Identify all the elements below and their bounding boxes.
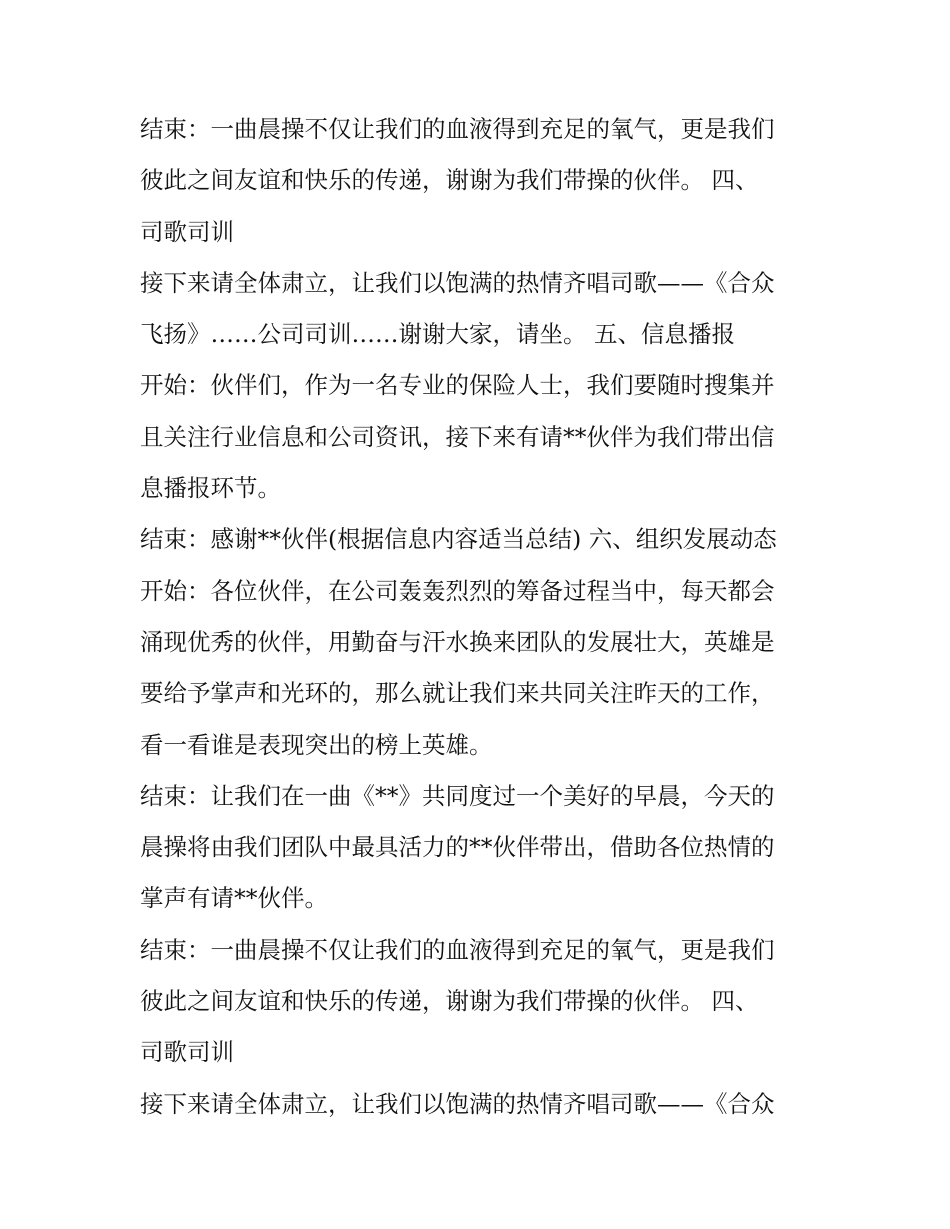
text-line: 结束：一曲晨操不仅让我们的血液得到充足的氧气，更是我们 [140, 115, 775, 143]
text-line: 涌现优秀的伙伴，用勤奋与汗水换来团队的发展壮大，英雄是 [140, 627, 775, 656]
text-line: 司歌司训 [140, 217, 234, 246]
text-line: 司歌司训 [140, 1038, 234, 1067]
text-line: 彼此之间友谊和快乐的传递，谢谢为我们带操的伙伴。 四、 [140, 166, 759, 195]
text-line: 看一看谁是表现突出的榜上英雄。 [140, 730, 493, 759]
text-line: 彼此之间友谊和快乐的传递，谢谢为我们带操的伙伴。 四、 [140, 987, 759, 1016]
text-line: 晨操将由我们团队中最具活力的**伙伴带出，借助各位热情的 [140, 833, 775, 862]
text-line: 结束：一曲晨操不仅让我们的血液得到充足的氧气，更是我们 [140, 935, 775, 964]
text-line: 息播报环节。 [140, 474, 281, 503]
document-body [140, 104, 820, 1130]
text-line: 要给予掌声和光环的，那么就让我们来共同关注昨天的工作， [140, 679, 775, 708]
text-line: 结束：感谢**伙伴(根据信息内容适当总结) 六、组织发展动态 [140, 525, 777, 554]
text-line: 接下来请全体肃立，让我们以饱满的热情齐唱司歌——《合众 [140, 268, 775, 297]
text-line: 接下来请全体肃立，让我们以饱满的热情齐唱司歌——《合众 [140, 1089, 775, 1118]
text-line: 开始：伙伴们，作为一名专业的保险人士，我们要随时搜集并 [140, 371, 775, 400]
text-line: 且关注行业信息和公司资讯，接下来有请**伙伴为我们带出信 [140, 422, 775, 451]
text-line: 掌声有请**伙伴。 [140, 884, 328, 913]
text-line: 结束：让我们在一曲《**》共同度过一个美好的早晨，今天的 [140, 781, 775, 810]
text-line: 飞扬》……公司司训……谢谢大家，请坐。 五、信息播报 [140, 320, 735, 349]
text-line: 开始：各位伙伴，在公司轰轰烈烈的筹备过程当中，每天都会 [140, 576, 775, 605]
